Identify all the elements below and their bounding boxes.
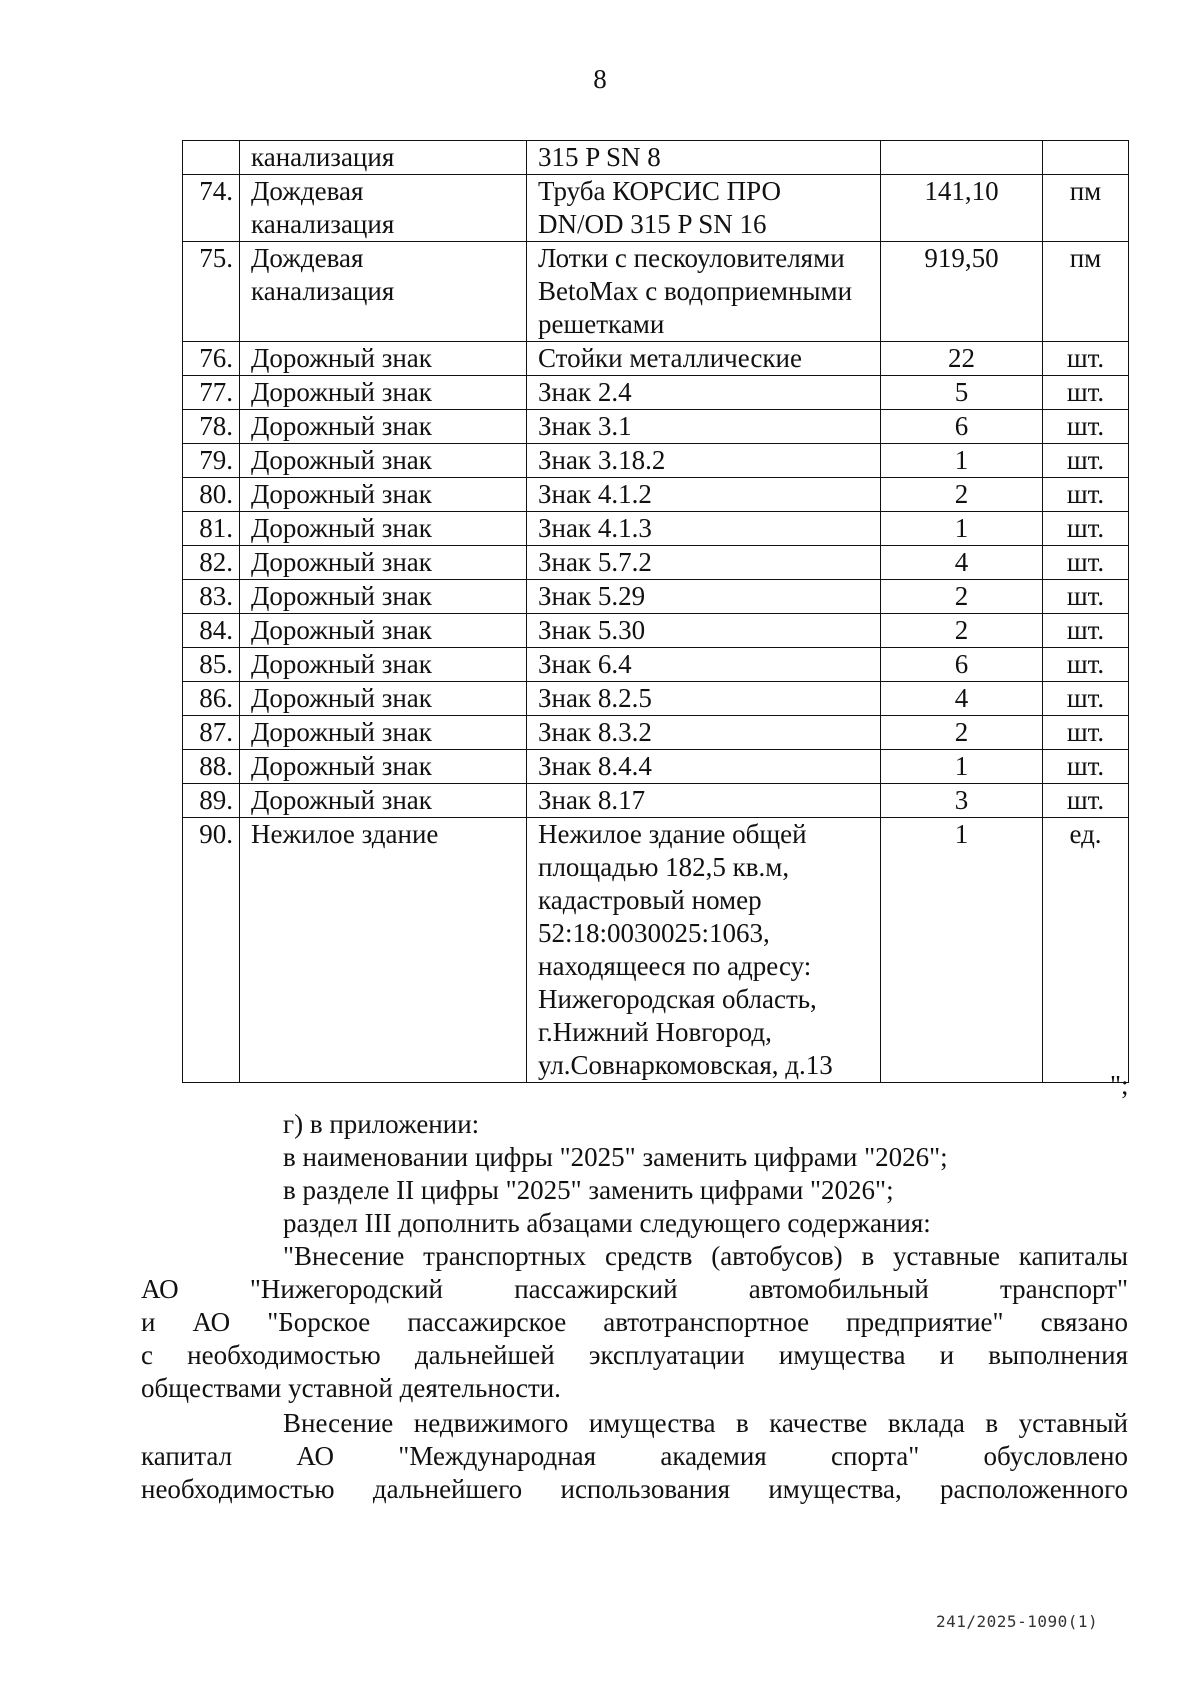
object-description-line: Знак 2.4 [538, 377, 632, 407]
unit: шт. [1043, 682, 1129, 716]
object-name-line: Дорожный знак [251, 445, 432, 475]
table-row [183, 342, 1129, 376]
object-name [240, 376, 527, 410]
object-name [240, 342, 527, 376]
unit: шт. [1043, 614, 1129, 648]
object-name-line: Дорожный знак [251, 649, 432, 679]
row-number: 77. [183, 376, 240, 410]
object-name-line: Дорожный знак [251, 751, 432, 781]
unit: шт. [1043, 512, 1129, 546]
unit: шт. [1043, 750, 1129, 784]
closing-quote-mark: "; [1110, 1070, 1129, 1100]
table-row [183, 175, 1129, 242]
object-description-line: DN/OD 315 P SN 16 [538, 209, 767, 239]
object-description-line: Знак 8.2.5 [538, 683, 652, 713]
quantity: 2 [881, 716, 1043, 750]
table-row [183, 716, 1129, 750]
object-name [240, 242, 527, 342]
object-name-line: канализация [251, 209, 395, 239]
object-description [527, 682, 881, 716]
object-name [240, 444, 527, 478]
table-row [183, 141, 1129, 175]
object-name-line: Дорожный знак [251, 785, 432, 815]
table-row [183, 410, 1129, 444]
object-description [527, 546, 881, 580]
object-name-line: Дождевая [251, 243, 364, 273]
quantity: 3 [881, 784, 1043, 818]
object-name [240, 175, 527, 242]
object-description [527, 444, 881, 478]
object-description-line: Нижегородская область, [538, 984, 817, 1014]
row-number: 84. [183, 614, 240, 648]
object-name-line: канализация [251, 142, 395, 172]
object-description-line: г.Нижний Новгород, [538, 1017, 772, 1047]
paragraph-line: необходимостью дальнейшего использования имущества, расположенного [141, 1474, 1128, 1504]
object-name-line: Дорожный знак [251, 547, 432, 577]
row-number: 79. [183, 444, 240, 478]
unit: пм [1043, 242, 1129, 342]
text-line-title-change: в наименовании цифры "2025" заменить цифрами "2026"; [283, 1142, 948, 1172]
table-row [183, 682, 1129, 716]
object-name [240, 716, 527, 750]
object-name [240, 750, 527, 784]
object-name [240, 141, 527, 175]
paragraph-line: с необходимостью дальнейшей эксплуатации имущества и выполнения [141, 1340, 1128, 1370]
object-description [527, 784, 881, 818]
row-number: 83. [183, 580, 240, 614]
object-name [240, 818, 527, 1083]
document-code: 241/2025-1090(1) [936, 1612, 1099, 1631]
object-description-line: Знак 5.30 [538, 615, 646, 645]
unit: шт. [1043, 376, 1129, 410]
object-description-line: Труба КОРСИС ПРО [538, 176, 782, 206]
quantity: 1 [881, 818, 1043, 1083]
object-name-line: Дождевая [251, 176, 364, 206]
object-name [240, 682, 527, 716]
unit: шт. [1043, 580, 1129, 614]
row-number [183, 141, 240, 175]
object-name [240, 580, 527, 614]
table-row [183, 580, 1129, 614]
row-number: 88. [183, 750, 240, 784]
row-number: 75. [183, 242, 240, 342]
object-description [527, 342, 881, 376]
unit [1043, 141, 1129, 175]
object-description-line: ул.Совнаркомовская, д.13 [538, 1050, 833, 1080]
object-name-line: Дорожный знак [251, 377, 432, 407]
object-description-line: Знак 6.4 [538, 649, 632, 679]
quantity [881, 141, 1043, 175]
object-name [240, 478, 527, 512]
property-table [182, 140, 1129, 1083]
unit: шт. [1043, 648, 1129, 682]
object-description [527, 175, 881, 242]
unit: шт. [1043, 784, 1129, 818]
row-number: 78. [183, 410, 240, 444]
paragraph-real-estate [141, 1407, 1128, 1506]
unit: шт. [1043, 342, 1129, 376]
object-name [240, 648, 527, 682]
object-name-line: Дорожный знак [251, 411, 432, 441]
object-name-line: Нежилое здание [251, 819, 439, 849]
object-name-line: канализация [251, 276, 395, 306]
table-row [183, 750, 1129, 784]
quantity: 1 [881, 444, 1043, 478]
row-number: 85. [183, 648, 240, 682]
paragraph-line: Внесение недвижимого имущества в качестве вклада в уставный [283, 1408, 1128, 1438]
quantity: 2 [881, 580, 1043, 614]
text-line-section-iii: раздел III дополнить абзацами следующего содержания: [283, 1208, 931, 1238]
quantity: 6 [881, 648, 1043, 682]
quantity: 1 [881, 750, 1043, 784]
row-number: 82. [183, 546, 240, 580]
row-number: 74. [183, 175, 240, 242]
unit: шт. [1043, 478, 1129, 512]
text-line-appendix: г) в приложении: [283, 1109, 480, 1139]
object-name-line: Дорожный знак [251, 581, 432, 611]
object-description-line: Знак 4.1.2 [538, 479, 652, 509]
row-number: 90. [183, 818, 240, 1083]
object-description-line: Знак 5.29 [538, 581, 646, 611]
table-row [183, 478, 1129, 512]
row-number: 80. [183, 478, 240, 512]
object-name-line: Дорожный знак [251, 615, 432, 645]
object-description-line: находящееся по адресу: [538, 951, 812, 981]
quantity: 141,10 [881, 175, 1043, 242]
paragraph-line: обществами уставной деятельности. [141, 1373, 561, 1403]
object-name [240, 512, 527, 546]
object-description-line: Знак 3.18.2 [538, 445, 666, 475]
amendment-text [141, 1108, 1128, 1506]
object-description [527, 376, 881, 410]
unit: шт. [1043, 410, 1129, 444]
object-description [527, 648, 881, 682]
object-name-line: Дорожный знак [251, 343, 432, 373]
object-description-line: BetoMax с водоприемными [538, 276, 853, 306]
object-description-line: 315 P SN 8 [538, 142, 661, 172]
quantity: 4 [881, 546, 1043, 580]
quantity: 22 [881, 342, 1043, 376]
quantity: 2 [881, 614, 1043, 648]
row-number: 89. [183, 784, 240, 818]
row-number: 87. [183, 716, 240, 750]
object-description-line: Знак 4.1.3 [538, 513, 652, 543]
object-description [527, 410, 881, 444]
table-row [183, 376, 1129, 410]
unit: шт. [1043, 444, 1129, 478]
object-name [240, 784, 527, 818]
object-description [527, 580, 881, 614]
object-name-line: Дорожный знак [251, 513, 432, 543]
table-row [183, 614, 1129, 648]
paragraph-line: АО "Нижегородский пассажирский автомобильный транспорт" [141, 1274, 1128, 1304]
object-description-line: решетками [538, 309, 665, 339]
object-name-line: Дорожный знак [251, 717, 432, 747]
object-description-line: Стойки металлические [538, 343, 802, 373]
quantity: 1 [881, 512, 1043, 546]
quantity: 6 [881, 410, 1043, 444]
object-description-line: Знак 8.3.2 [538, 717, 652, 747]
table-row [183, 242, 1129, 342]
table-row [183, 648, 1129, 682]
object-description [527, 750, 881, 784]
paragraph-line: "Внесение транспортных средств (автобусов) в уставные капиталы [283, 1241, 1128, 1271]
object-name-line: Дорожный знак [251, 479, 432, 509]
row-number: 76. [183, 342, 240, 376]
object-description-line: Знак 8.4.4 [538, 751, 652, 781]
unit: шт. [1043, 716, 1129, 750]
object-description [527, 141, 881, 175]
object-description-line: 52:18:0030025:1063, [538, 918, 770, 948]
quantity: 5 [881, 376, 1043, 410]
object-description [527, 512, 881, 546]
object-name [240, 410, 527, 444]
table-row [183, 546, 1129, 580]
table-row [183, 512, 1129, 546]
text-line-section-ii: в разделе II цифры "2025" заменить цифрами "2026"; [283, 1175, 894, 1205]
object-name [240, 614, 527, 648]
table-row [183, 784, 1129, 818]
quantity: 4 [881, 682, 1043, 716]
object-description-line: Знак 3.1 [538, 411, 632, 441]
object-description [527, 716, 881, 750]
object-description [527, 818, 881, 1083]
paragraph-line: капитал АО "Международная академия спорта" обусловлено [141, 1441, 1128, 1471]
page-number: 8 [593, 64, 607, 94]
row-number: 81. [183, 512, 240, 546]
unit: пм [1043, 175, 1129, 242]
object-description-line: кадастровый номер [538, 885, 762, 915]
table-row [183, 818, 1129, 1083]
object-description-line: Нежилое здание общей [538, 819, 807, 849]
row-number: 86. [183, 682, 240, 716]
unit: шт. [1043, 546, 1129, 580]
paragraph-line: и АО "Борское пассажирское автотранспортное предприятие" связано [141, 1307, 1128, 1337]
object-description [527, 614, 881, 648]
object-name-line: Дорожный знак [251, 683, 432, 713]
object-description [527, 478, 881, 512]
table-body [183, 141, 1129, 1083]
object-description-line: Лотки с пескоуловителями [538, 243, 845, 273]
paragraph-transport [141, 1240, 1128, 1405]
object-description-line: площадью 182,5 кв.м, [538, 852, 790, 882]
quantity: 919,50 [881, 242, 1043, 342]
quantity: 2 [881, 478, 1043, 512]
object-description-line: Знак 8.17 [538, 785, 646, 815]
object-description [527, 242, 881, 342]
object-name [240, 546, 527, 580]
unit: ед. [1043, 818, 1129, 1083]
object-description-line: Знак 5.7.2 [538, 547, 652, 577]
table-row [183, 444, 1129, 478]
